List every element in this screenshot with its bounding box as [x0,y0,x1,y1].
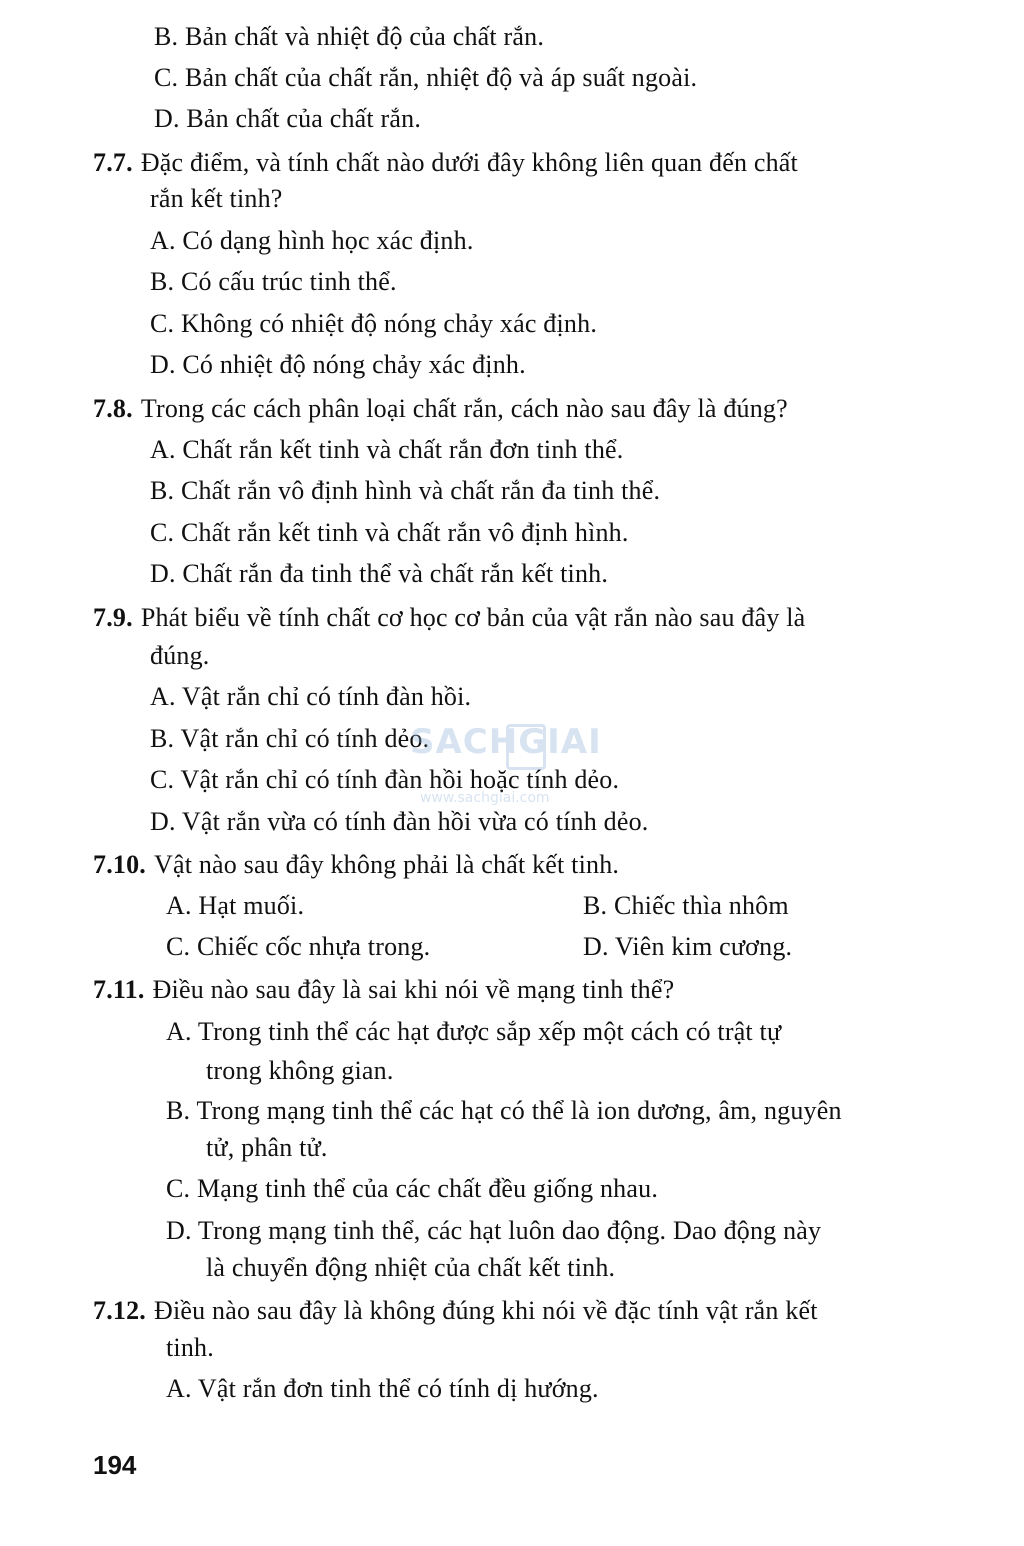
q10-option-d: D. Viên kim cương. [583,932,793,961]
q9-option-a: A. Vật rắn chỉ có tính đàn hồi. [150,682,472,711]
q9-option-d: D. Vật rắn vừa có tính đàn hồi vừa có tính dẻo. [150,807,649,836]
q12-stem-line-2: tinh. [166,1333,214,1362]
q9-stem-line-1 [93,601,805,635]
q11-number: 7.11. [93,975,145,1004]
q11-stem-line-1 [93,973,674,1007]
q8-option-b: B. Chất rắn vô định hình và chất rắn đa tinh thể. [150,476,661,505]
q8-option-d: D. Chất rắn đa tinh thể và chất rắn kết tinh. [150,559,609,588]
q10-stem-text-1: Vật nào sau đây không phải là chất kết tinh. [154,850,620,879]
q12-number: 7.12. [93,1296,146,1325]
q8-stem-text-1: Trong các cách phân loại chất rắn, cách nào sau đây là đúng? [140,394,788,423]
q11-option-d-line-1: D. Trong mạng tinh thể, các hạt luôn dao động. Dao động này [166,1216,822,1245]
q9-option-b: B. Vật rắn chỉ có tính dẻo. [150,724,430,753]
q7-stem-line-1 [93,146,798,180]
q10-option-c: C. Chiếc cốc nhựa trong. [166,932,431,961]
q8-option-a: A. Chất rắn kết tinh và chất rắn đơn tinh thể. [150,435,624,464]
q10-option-a: A. Hạt muối. [166,891,305,920]
q8-stem-line-1 [93,392,788,426]
q7-option-b: B. Có cấu trúc tinh thể. [150,267,397,296]
q6-option-c: C. Bản chất của chất rắn, nhiệt độ và áp suất ngoài. [154,63,698,92]
q8-number: 7.8. [93,394,133,423]
q7-stem-line-2: rắn kết tinh? [150,184,283,213]
q7-number: 7.7. [93,148,133,177]
q9-option-c: C. Vật rắn chỉ có tính đàn hồi hoặc tính dẻo. [150,765,620,794]
q7-option-c: C. Không có nhiệt độ nóng chảy xác định. [150,309,598,338]
q6-option-b: B. Bản chất và nhiệt độ của chất rắn. [154,22,545,51]
q11-stem-text-1: Điều nào sau đây là sai khi nói về mạng tinh thể? [152,975,675,1004]
watermark-title: SACHGIAI [410,722,602,762]
q11-option-a-line-1: A. Trong tinh thể các hạt được sắp xếp một cách có trật tự [166,1017,782,1046]
q6-option-d: D. Bản chất của chất rắn. [154,104,422,133]
q8-option-c: C. Chất rắn kết tinh và chất rắn vô định hình. [150,518,629,547]
q11-option-b-line-1: B. Trong mạng tinh thể các hạt có thể là ion dương, âm, nguyên [166,1096,842,1125]
q11-option-b-line-2: tử, phân tử. [206,1133,328,1162]
q9-stem-line-2: đúng. [150,641,210,670]
q7-stem-text-1: Đặc điểm, và tính chất nào dưới đây không liên quan đến chất [140,148,798,177]
q11-option-a-line-2: trong không gian. [206,1056,394,1085]
q12-stem-line-1 [93,1294,818,1328]
q11-option-c: C. Mạng tinh thể của các chất đều giống nhau. [166,1174,659,1203]
q9-stem-text-1: Phát biểu về tính chất cơ học cơ bản của vật rắn nào sau đây là [140,603,806,632]
q11-option-d-line-2: là chuyển động nhiệt của chất kết tinh. [206,1253,616,1282]
q12-option-a: A. Vật rắn đơn tinh thể có tính dị hướng. [166,1374,599,1403]
q10-number: 7.10. [93,850,146,879]
q10-option-b: B. Chiếc thìa nhôm [583,891,789,920]
q12-stem-text-1: Điều nào sau đây là không đúng khi nói về đặc tính vật rắn kết [154,1296,818,1325]
q7-option-a: A. Có dạng hình học xác định. [150,226,474,255]
q7-option-d: D. Có nhiệt độ nóng chảy xác định. [150,350,526,379]
q10-stem-line-1 [93,848,619,882]
watermark-url: www.sachgiai.com [420,790,550,806]
sachgiai-watermark [410,722,630,812]
page-number: 194 [93,1450,137,1480]
q9-number: 7.9. [93,603,133,632]
